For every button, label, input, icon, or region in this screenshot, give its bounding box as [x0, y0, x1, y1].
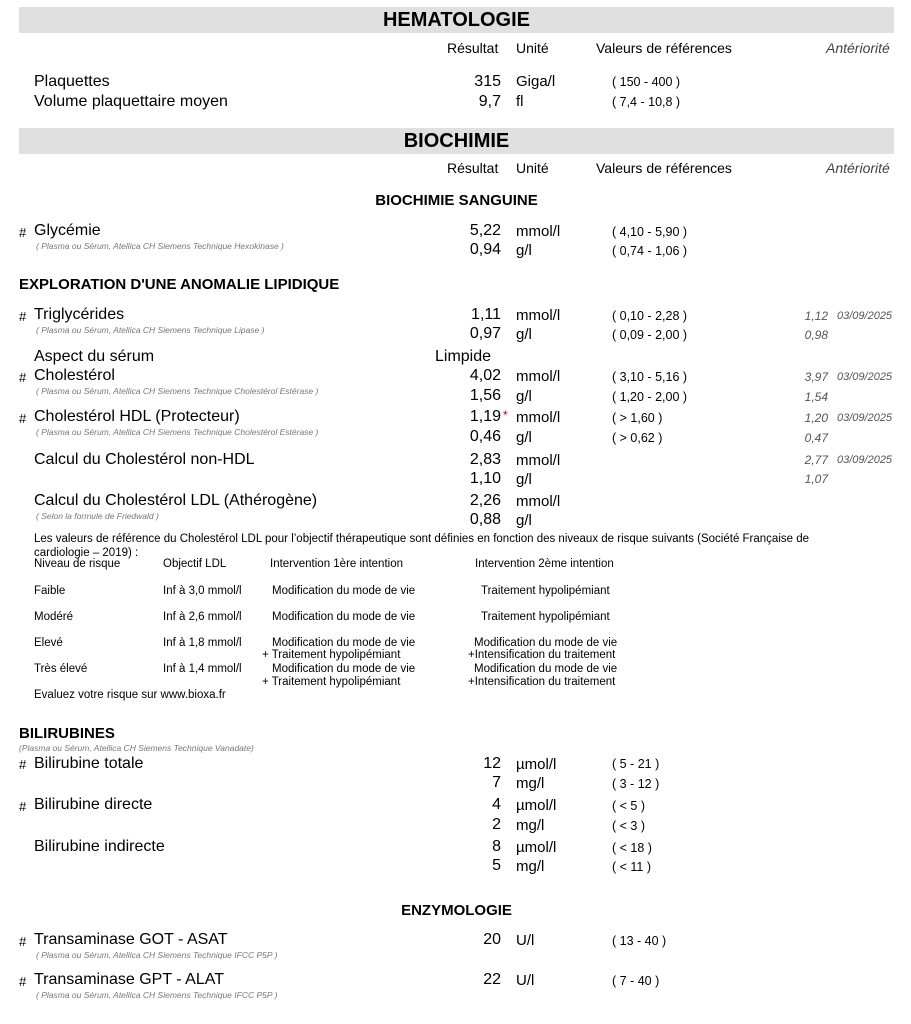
hdl-hash: # [19, 411, 27, 426]
risk-row-i1-extra: + Traitement hypolipémiant [262, 649, 401, 661]
hdl-value-2: 0,46 [469, 428, 501, 445]
hdl-abnormal-star: * [503, 408, 508, 422]
alat-ref: ( 7 - 40 ) [612, 974, 660, 988]
alat-unit: U/l [516, 972, 535, 989]
risk-row-i2: Traitement hypolipémiant [481, 585, 610, 597]
bili-totale-name: Bilirubine totale [34, 755, 144, 772]
glycemie-value-2: 0,94 [469, 241, 501, 258]
chol-ref-1: ( 3,10 - 5,16 ) [612, 370, 688, 384]
alat-name: Transaminase GPT - ALAT [34, 971, 224, 988]
risk-footer: Evaluez votre risque sur www.bioxa.fr [34, 689, 226, 701]
chol-prev-2: 1,54 [804, 390, 828, 404]
trigly-value-1: 1,11 [471, 306, 501, 323]
trigly-ref-1: ( 0,10 - 2,28 ) [612, 309, 688, 323]
nonhdl-prev-2: 1,07 [804, 472, 828, 486]
plaquettes-name: Plaquettes [34, 73, 110, 90]
risk-row-i2: Modification du mode de vie [474, 663, 618, 675]
chol-value-1: 4,02 [469, 367, 501, 384]
bili-directe-ref-1: ( < 5 ) [612, 799, 645, 813]
header-anteriorite: Antériorité [826, 40, 890, 56]
risk-row-objectif: Inf à 2,6 mmol/l [163, 611, 242, 623]
nonhdl-value-1: 2,83 [469, 451, 501, 468]
bili-indirecte-name: Bilirubine indirecte [34, 838, 165, 855]
glycemie-unit-2: g/l [516, 242, 532, 259]
bili-directe-name: Bilirubine directe [34, 796, 153, 813]
hdl-prev-2: 0,47 [804, 431, 828, 445]
bili-totale-ref-2: ( 3 - 12 ) [612, 777, 660, 791]
risk-row-i2: Traitement hypolipémiant [481, 611, 610, 623]
vpm-value: 9,7 [478, 93, 501, 110]
hdl-ref-1: ( > 1,60 ) [612, 411, 663, 425]
bili-indirecte-unit-1: µmol/l [516, 839, 557, 856]
bili-indirecte-value-2: 5 [492, 857, 501, 874]
chol-value-2: 1,56 [469, 387, 501, 404]
lipid-section-title: EXPLORATION D'UNE ANOMALIE LIPIDIQUE [19, 276, 340, 293]
trigly-value-2: 0,97 [469, 325, 501, 342]
bili-totale-ref-1: ( 5 - 21 ) [612, 757, 660, 771]
risk-row-i2: Modification du mode de vie [474, 637, 618, 649]
hdl-ref-2: ( > 0,62 ) [612, 431, 663, 445]
trigly-hash: # [19, 309, 27, 324]
risk-row-i1: Modification du mode de vie [272, 585, 416, 597]
trigly-prev-2: 0,98 [804, 328, 828, 342]
asat-method: ( Plasma ou Sérum, Atellica CH Siemens Technique IFCC P5P ) [36, 950, 278, 960]
plaquettes-ref: ( 150 - 400 ) [612, 75, 681, 89]
bili-section-title: BILIRUBINES [19, 725, 115, 742]
risk-row-objectif: Inf à 3,0 mmol/l [163, 585, 242, 597]
ldl-unit-2: g/l [516, 512, 532, 529]
glycemie-ref-2: ( 0,74 - 1,06 ) [612, 244, 688, 258]
asat-value: 20 [483, 931, 501, 948]
ldl-method: ( Selon la formule de Friedwald ) [36, 511, 159, 521]
glycemie-value-1: 5,22 [469, 222, 501, 239]
ldl-note-line1: Les valeurs de référence du Cholestérol LDL pour l’objectif thérapeutique sont définies en fonction des niveaux de risque suivants (Société Française de [34, 533, 810, 545]
bili-directe-unit-2: mg/l [516, 817, 545, 834]
enzymo-section-title: ENZYMOLOGIE [401, 902, 512, 919]
vpm-name: Volume plaquettaire moyen [34, 93, 228, 110]
risk-row-i1: Modification du mode de vie [272, 663, 416, 675]
ldl-unit-1: mmol/l [516, 493, 561, 510]
glycemie-unit-1: mmol/l [516, 223, 561, 240]
risk-row-i1: Modification du mode de vie [272, 611, 416, 623]
glycemie-ref-1: ( 4,10 - 5,90 ) [612, 225, 688, 239]
bili-directe-unit-1: µmol/l [516, 797, 557, 814]
chol-unit-1: mmol/l [516, 368, 561, 385]
bili-totale-value-2: 7 [492, 774, 501, 791]
glycemie-name: Glycémie [34, 222, 101, 239]
nonhdl-value-2: 1,10 [469, 470, 501, 487]
risk-row-niveau: Modéré [34, 611, 73, 623]
bili-directe-ref-2: ( < 3 ) [612, 819, 645, 833]
bili-directe-value-2: 2 [492, 816, 501, 833]
asat-hash: # [19, 934, 27, 949]
bili-method: (Plasma ou Sérum, Atellica CH Siemens Technique Vanadate) [19, 743, 254, 753]
chol-method: ( Plasma ou Sérum, Atellica CH Siemens Technique Cholestérol Estérase ) [36, 386, 319, 396]
header-anteriorite-2: Antériorité [826, 160, 890, 176]
header-resultat-2: Résultat [447, 160, 499, 176]
asat-ref: ( 13 - 40 ) [612, 934, 667, 948]
nonhdl-name: Calcul du Cholestérol non-HDL [34, 451, 255, 468]
bili-indirecte-unit-2: mg/l [516, 858, 545, 875]
trigly-ref-2: ( 0,09 - 2,00 ) [612, 328, 688, 342]
chol-name: Cholestérol [34, 367, 115, 384]
trigly-unit-2: g/l [516, 326, 532, 343]
trigly-name: Triglycérides [34, 306, 125, 323]
risk-row-objectif: Inf à 1,8 mmol/l [163, 637, 242, 649]
aspect-name: Aspect du sérum [34, 348, 155, 365]
risk-table-header-objectif: Objectif LDL [163, 558, 227, 570]
risk-row-objectif: Inf à 1,4 mmol/l [163, 663, 242, 675]
header-unite-2: Unité [516, 160, 549, 176]
biochimie-sanguine-title: BIOCHIMIE SANGUINE [375, 192, 538, 209]
bili-totale-value-1: 12 [483, 755, 501, 772]
risk-row-i1-extra: + Traitement hypolipémiant [262, 676, 401, 688]
trigly-method: ( Plasma ou Sérum, Atellica CH Siemens Technique Lipase ) [36, 325, 265, 335]
nonhdl-unit-1: mmol/l [516, 452, 561, 469]
trigly-prev-1: 1,12 [804, 309, 828, 323]
ldl-value-1: 2,26 [469, 492, 501, 509]
biochimie-title: BIOCHIMIE [403, 130, 510, 152]
nonhdl-prev-date: 03/09/2025 [837, 454, 893, 466]
ldl-note-line2: cardiologie – 2019) : [34, 547, 139, 559]
alat-hash: # [19, 974, 27, 989]
hdl-prev-1: 1,20 [804, 411, 828, 425]
risk-row-i1: Modification du mode de vie [272, 637, 416, 649]
nonhdl-prev-1: 2,77 [804, 453, 828, 467]
hdl-method: ( Plasma ou Sérum, Atellica CH Siemens Technique Cholestérol Estérase ) [36, 427, 319, 437]
vpm-ref: ( 7,4 - 10,8 ) [612, 95, 681, 109]
alat-method: ( Plasma ou Sérum, Atellica CH Siemens Technique IFCC P5P ) [36, 990, 278, 1000]
chol-prev-date: 03/09/2025 [837, 371, 893, 383]
vpm-unit: fl [516, 93, 524, 110]
bili-indirecte-ref-2: ( < 11 ) [612, 860, 652, 874]
risk-table-header-i1: Intervention 1ère intention [270, 558, 403, 570]
glycemie-method: ( Plasma ou Sérum, Atellica CH Siemens Technique Hexokinase ) [36, 241, 284, 251]
bili-directe-value-1: 4 [492, 796, 501, 813]
bili-totale-unit-1: µmol/l [516, 756, 557, 773]
hdl-prev-date: 03/09/2025 [837, 412, 893, 424]
risk-row-niveau: Faible [34, 585, 66, 597]
hdl-unit-1: mmol/l [516, 409, 561, 426]
header-unite: Unité [516, 40, 549, 56]
chol-hash: # [19, 370, 27, 385]
risk-table-header-i2: Intervention 2ème intention [475, 558, 614, 570]
bili-directe-hash: # [19, 799, 27, 814]
ldl-name: Calcul du Cholestérol LDL (Athérogène) [34, 492, 318, 509]
bili-indirecte-ref-1: ( < 18 ) [612, 841, 652, 855]
chol-unit-2: g/l [516, 388, 532, 405]
bili-indirecte-value-1: 8 [492, 838, 501, 855]
plaquettes-value: 315 [474, 73, 501, 90]
header-valeurs: Valeurs de références [596, 40, 732, 56]
plaquettes-unit: Giga/l [516, 73, 556, 90]
ldl-value-2: 0,88 [469, 511, 501, 528]
glycemie-hash: # [19, 225, 27, 240]
trigly-unit-1: mmol/l [516, 307, 561, 324]
alat-value: 22 [483, 971, 501, 988]
risk-row-niveau: Très élevé [34, 663, 88, 675]
hdl-unit-2: g/l [516, 429, 532, 446]
chol-ref-2: ( 1,20 - 2,00 ) [612, 390, 688, 404]
risk-table-header-niveau: Niveau de risque [34, 558, 121, 570]
nonhdl-unit-2: g/l [516, 471, 532, 488]
bili-totale-hash: # [19, 757, 27, 772]
risk-row-i2-extra: +Intensification du traitement [468, 649, 616, 661]
chol-prev-1: 3,97 [804, 370, 828, 384]
asat-name: Transaminase GOT - ASAT [34, 931, 228, 948]
risk-row-i2-extra: +Intensification du traitement [468, 676, 616, 688]
header-resultat: Résultat [447, 40, 499, 56]
asat-unit: U/l [516, 932, 535, 949]
trigly-prev-date: 03/09/2025 [837, 310, 893, 322]
hematologie-title: HEMATOLOGIE [382, 9, 531, 31]
risk-row-niveau: Elevé [34, 637, 63, 649]
hdl-name: Cholestérol HDL (Protecteur) [34, 408, 240, 425]
bili-totale-unit-2: mg/l [516, 775, 545, 792]
header-valeurs-2: Valeurs de références [596, 160, 732, 176]
hdl-value-1: 1,19 [469, 408, 501, 425]
aspect-value: Limpide [435, 348, 492, 365]
